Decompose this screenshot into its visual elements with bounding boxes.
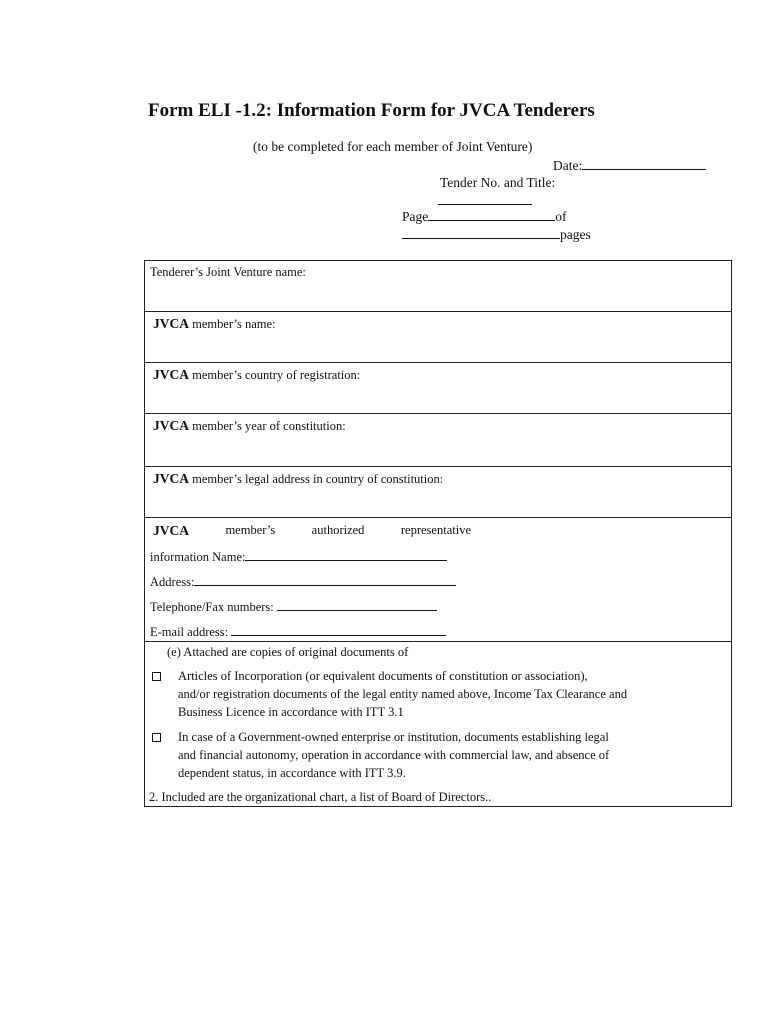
representative-row — [145, 518, 731, 642]
date-blank[interactable] — [582, 157, 706, 170]
rep-email-label: E-mail address: — [150, 625, 229, 639]
tender-blank[interactable] — [438, 192, 532, 205]
page-blank[interactable] — [428, 208, 555, 221]
rep-word-representative: representative — [400, 523, 471, 537]
member-name-row[interactable] — [145, 312, 731, 363]
date-label: Date: — [553, 158, 583, 173]
documents-intro: (e) Attached are copies of original documents of — [167, 645, 409, 659]
member-name-label: member’s name: — [189, 317, 276, 331]
rep-name-field[interactable] — [150, 548, 447, 565]
rep-address-field[interactable] — [150, 573, 456, 590]
page-field[interactable] — [402, 208, 567, 225]
item1-line2: and/or registration documents of the legal entity named above, Income Tax Clearance and — [178, 687, 628, 701]
tender-field[interactable] — [438, 192, 532, 209]
jvca-label: JVCA — [153, 367, 189, 382]
documents-row — [145, 642, 731, 806]
jvca-label: JVCA — [153, 316, 189, 331]
rep-name-label: information Name: — [150, 550, 246, 564]
rep-email-blank[interactable] — [231, 623, 446, 636]
rep-word-authorized: authorized — [311, 523, 365, 537]
checkbox-incorporation[interactable] — [152, 672, 161, 681]
information-form-table — [144, 260, 732, 807]
rep-name-blank[interactable] — [245, 548, 447, 561]
jvca-label: JVCA — [153, 471, 189, 486]
item2-line3: dependent status, in accordance with ITT 3.9. — [178, 766, 406, 780]
representative-heading — [153, 523, 471, 539]
item2-line2: and financial autonomy, operation in accordance with commercial law, and absence of — [178, 748, 610, 762]
rep-phone-field[interactable] — [150, 598, 437, 615]
pages-blank[interactable] — [402, 226, 560, 239]
form-title: Form ELI -1.2: Information Form for JVCA Tenderers — [148, 100, 595, 121]
documents-footer: 2. Included are the organizational chart, a list of Board of Directors.. — [149, 790, 492, 804]
rep-address-blank[interactable] — [194, 573, 456, 586]
item1-line3: Business Licence in accordance with ITT 3.1 — [178, 705, 404, 719]
jv-name-label: Tenderer’s Joint Venture name: — [150, 265, 306, 279]
jvca-label: JVCA — [153, 418, 189, 433]
rep-address-label: Address: — [150, 575, 195, 589]
page-label: Page — [402, 209, 429, 224]
address-label: member’s legal address in country of constitution: — [189, 472, 444, 486]
pages-label: pages — [560, 227, 591, 242]
item2-line1: In case of a Government-owned enterprise or institution, documents establishing legal — [178, 730, 609, 744]
tender-label: Tender No. and Title: — [440, 175, 556, 190]
year-label: member’s year of constitution: — [189, 419, 346, 433]
date-field[interactable] — [553, 157, 706, 174]
of-label: of — [555, 209, 567, 224]
checkbox-government-owned[interactable] — [152, 733, 161, 742]
item1-line1: Articles of Incorporation (or equivalent documents of constitution or association), — [178, 669, 588, 683]
form-subtitle: (to be completed for each member of Joint Venture) — [253, 139, 533, 154]
jv-name-row[interactable] — [145, 261, 731, 312]
country-label: member’s country of registration: — [189, 368, 361, 382]
pages-field[interactable] — [402, 226, 591, 243]
rep-email-field[interactable] — [150, 623, 446, 640]
year-row[interactable] — [145, 414, 731, 467]
rep-word-members: member’s — [225, 523, 276, 537]
country-row[interactable] — [145, 363, 731, 414]
address-row[interactable] — [145, 467, 731, 518]
jvca-label: JVCA — [153, 523, 189, 538]
rep-phone-label: Telephone/Fax numbers: — [150, 600, 274, 614]
rep-phone-blank[interactable] — [277, 598, 437, 611]
